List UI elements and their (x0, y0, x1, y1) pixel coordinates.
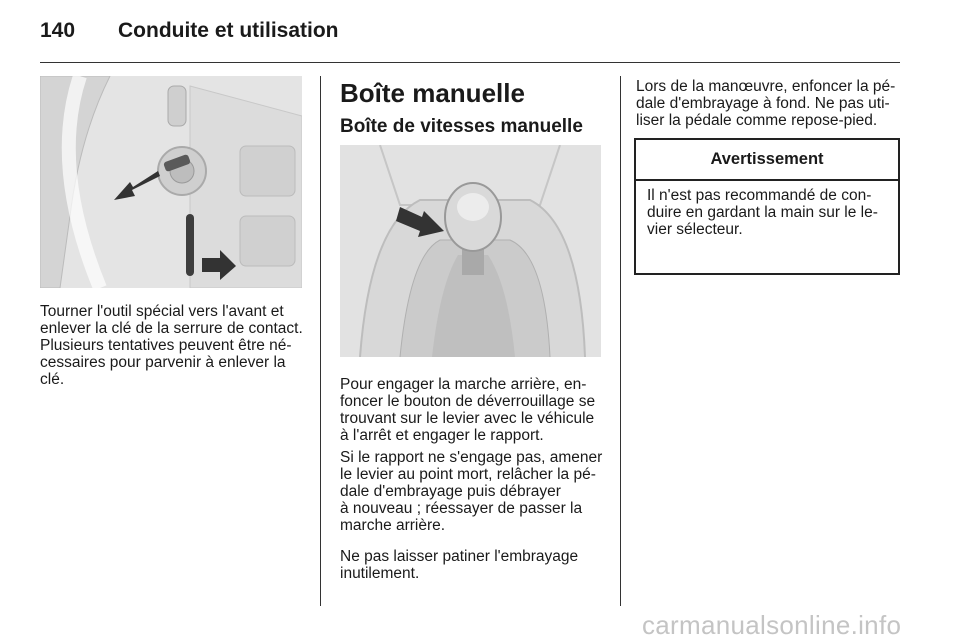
reverse-gear-paragraph: Pour engager la marche arrière, en- foncer le bouton de déverrouillage se trouvant sur le levier avec le véhicule à l'arrêt et engager le rapport. (340, 376, 596, 444)
gear-lever-icon (340, 145, 601, 357)
key-removal-paragraph: Tourner l'outil spécial vers l'avant et enlever la clé de la serrure de contact. Plusieurs tentatives peuvent être né- cessaires pour parvenir à enlever la clé. (40, 303, 303, 388)
warning-box (634, 138, 900, 275)
section-heading: Boîte manuelle (340, 78, 525, 108)
header-divider (40, 62, 900, 63)
ignition-key-figure (40, 76, 302, 288)
section-title: Conduite et utilisation (118, 19, 339, 42)
clutch-pedal-paragraph: Lors de la manœuvre, enfoncer la pé- dale d'embrayage à fond. Ne pas uti- liser la pédale comme repose-pied. (636, 78, 896, 129)
watermark: carmanualsonline.info (642, 610, 902, 640)
page-number: 140 (40, 19, 76, 42)
column-divider-left (320, 76, 321, 606)
warning-text: Il n'est pas recommandé de con- duire en gardant la main sur le le- vier sélecteur. (647, 187, 878, 238)
warning-title: Avertissement (636, 140, 898, 181)
clutch-slip-paragraph: Ne pas laisser patiner l'embrayage inutilement. (340, 548, 579, 582)
column-divider-right (620, 76, 621, 606)
subsection-heading: Boîte de vitesses manuelle (340, 116, 583, 137)
gear-not-engaged-paragraph: Si le rapport ne s'engage pas, amener le levier au point mort, relâcher la pé- dale d'embrayage puis débrayer à nouveau ; réessayer de passer la marche arrière. (340, 449, 603, 534)
gear-lever-figure (340, 145, 601, 357)
ignition-key-removal-icon (40, 76, 302, 288)
